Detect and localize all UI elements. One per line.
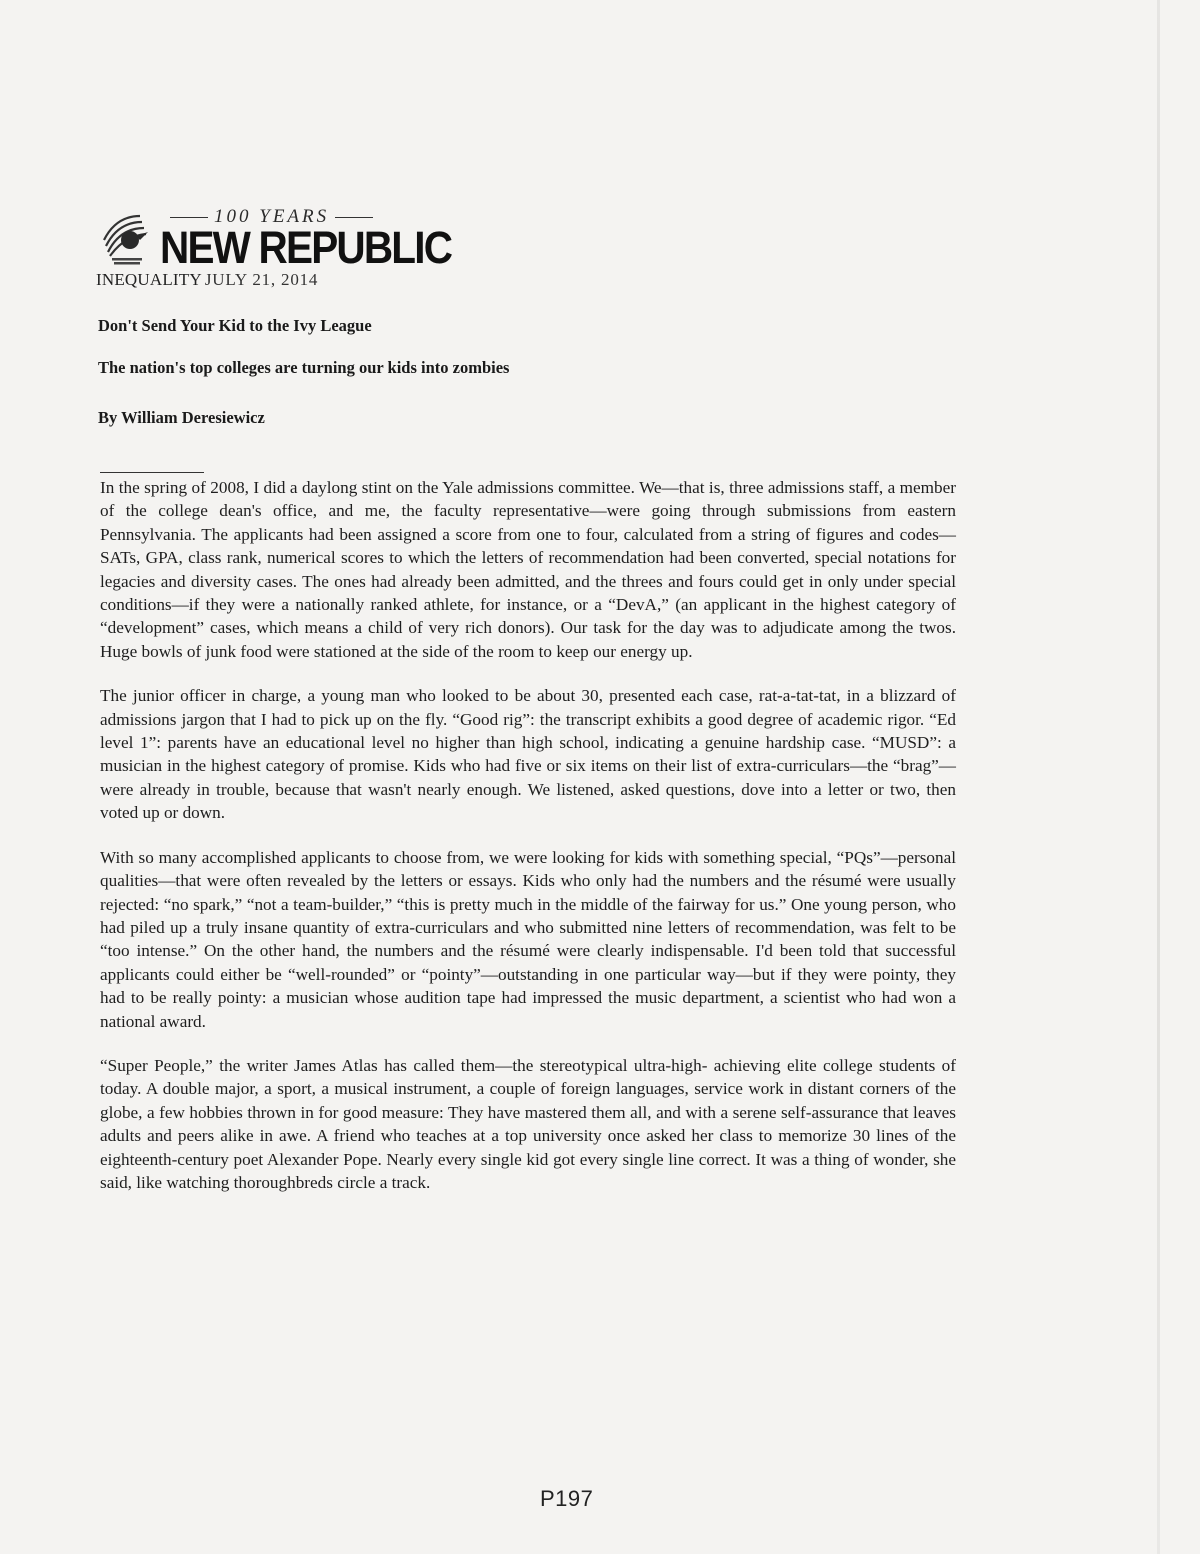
section-label: INEQUALITY [96,270,202,289]
paragraph: In the spring of 2008, I did a daylong stint on the Yale admissions committee. We—that is, three admissions staff, a member of the college dean's office, and me, the faculty representative—were going through submissions from eastern Pennsylvania. The applicants had been assigned a score from one to four, calculated from a string of figures and codes—SATs, GPA, class rank, numerical scores to which the letters of recommendation had been converted, special notations for legacies and diversity cases. The ones had already been admitted, and the threes and fours could get in only under special conditions—if they were a nationally ranked athlete, for instance, or a “DevA,” (an applicant in the highest category of “development” cases, which means a child of very rich donors). Our task for the day was to adjudicate among the twos. Huge bowls of junk food were stationed at the side of the room to keep our energy up. [100,478,956,661]
page-number: P197 [540,1486,594,1511]
paragraph: The junior officer in charge, a young man who looked to be about 30, presented each case, rat-a-tat-tat, in a blizzard of admissions jargon that I had to pick up on the fly. “Good rig”: the transcript exhibits a good degree of academic rigor. “Ed level 1”: parents have an educational level no higher than high school, indicating a genuine hardship case. “MUSD”: a musician in the highest category of promise. Kids who had five or six items on their list of extra-curriculars—the “brag”—were already in trouble, because that wasn't nearly enough. We listened, asked questions, dove into a letter or two, then voted up or down. [100,686,956,823]
publication-name: NEW REPUBLIC [160,222,452,273]
article-body [100,476,956,1215]
paragraph: “Super People,” the writer James Atlas has called them—the stereotypical ultra-high- achieving elite college students of today. A double major, a sport, a musical instrument, a couple of foreign languages, service work in distant corners of the globe, a few hobbies thrown in for good measure: They have mastered them all, and with a serene self-assurance that leaves adults and peers alike in awe. A friend who teaches at a top university once asked her class to memorize 30 lines of the eighteenth-century poet Alexander Pope. Nearly every single kid got every single line correct. It was a thing of wonder, she said, like watching thoroughbreds circle a track. [100,1055,956,1192]
masthead [96,198,456,293]
section-date-line [96,270,318,290]
article-byline: By William Deresiewicz [98,408,265,427]
publication-date: JULY 21, 2014 [204,270,319,289]
article-subtitle: The nation's top colleges are turning our kids into zombies [98,358,510,377]
section-rule [100,472,204,473]
article-title: Don't Send Your Kid to the Ivy League [98,316,372,335]
scan-edge [1157,0,1160,1554]
eagle-emblem-icon [96,206,158,268]
paragraph: With so many accomplished applicants to choose from, we were looking for kids with something special, “PQs”—personal qualities—that were often revealed by the letters or essays. Kids who only had the numbers and the résumé were usually rejected: “no spark,” “not a team-builder,” “this is pretty much in the middle of the fairway for us.” One young person, who had piled up a truly insane quantity of extra-curriculars and who submitted nine letters of recommendation, was felt to be “too intense.” On the other hand, the numbers and the résumé were clearly indispensable. I'd been told that successful applicants could either be “well-rounded” or “pointy”—outstanding in one particular way—but if they were pointy, they had to be really pointy: a musician whose audition tape had impressed the music department, a scientist who had won a national award. [100,847,956,1031]
centennial-label: 100 YEARS [164,206,379,228]
